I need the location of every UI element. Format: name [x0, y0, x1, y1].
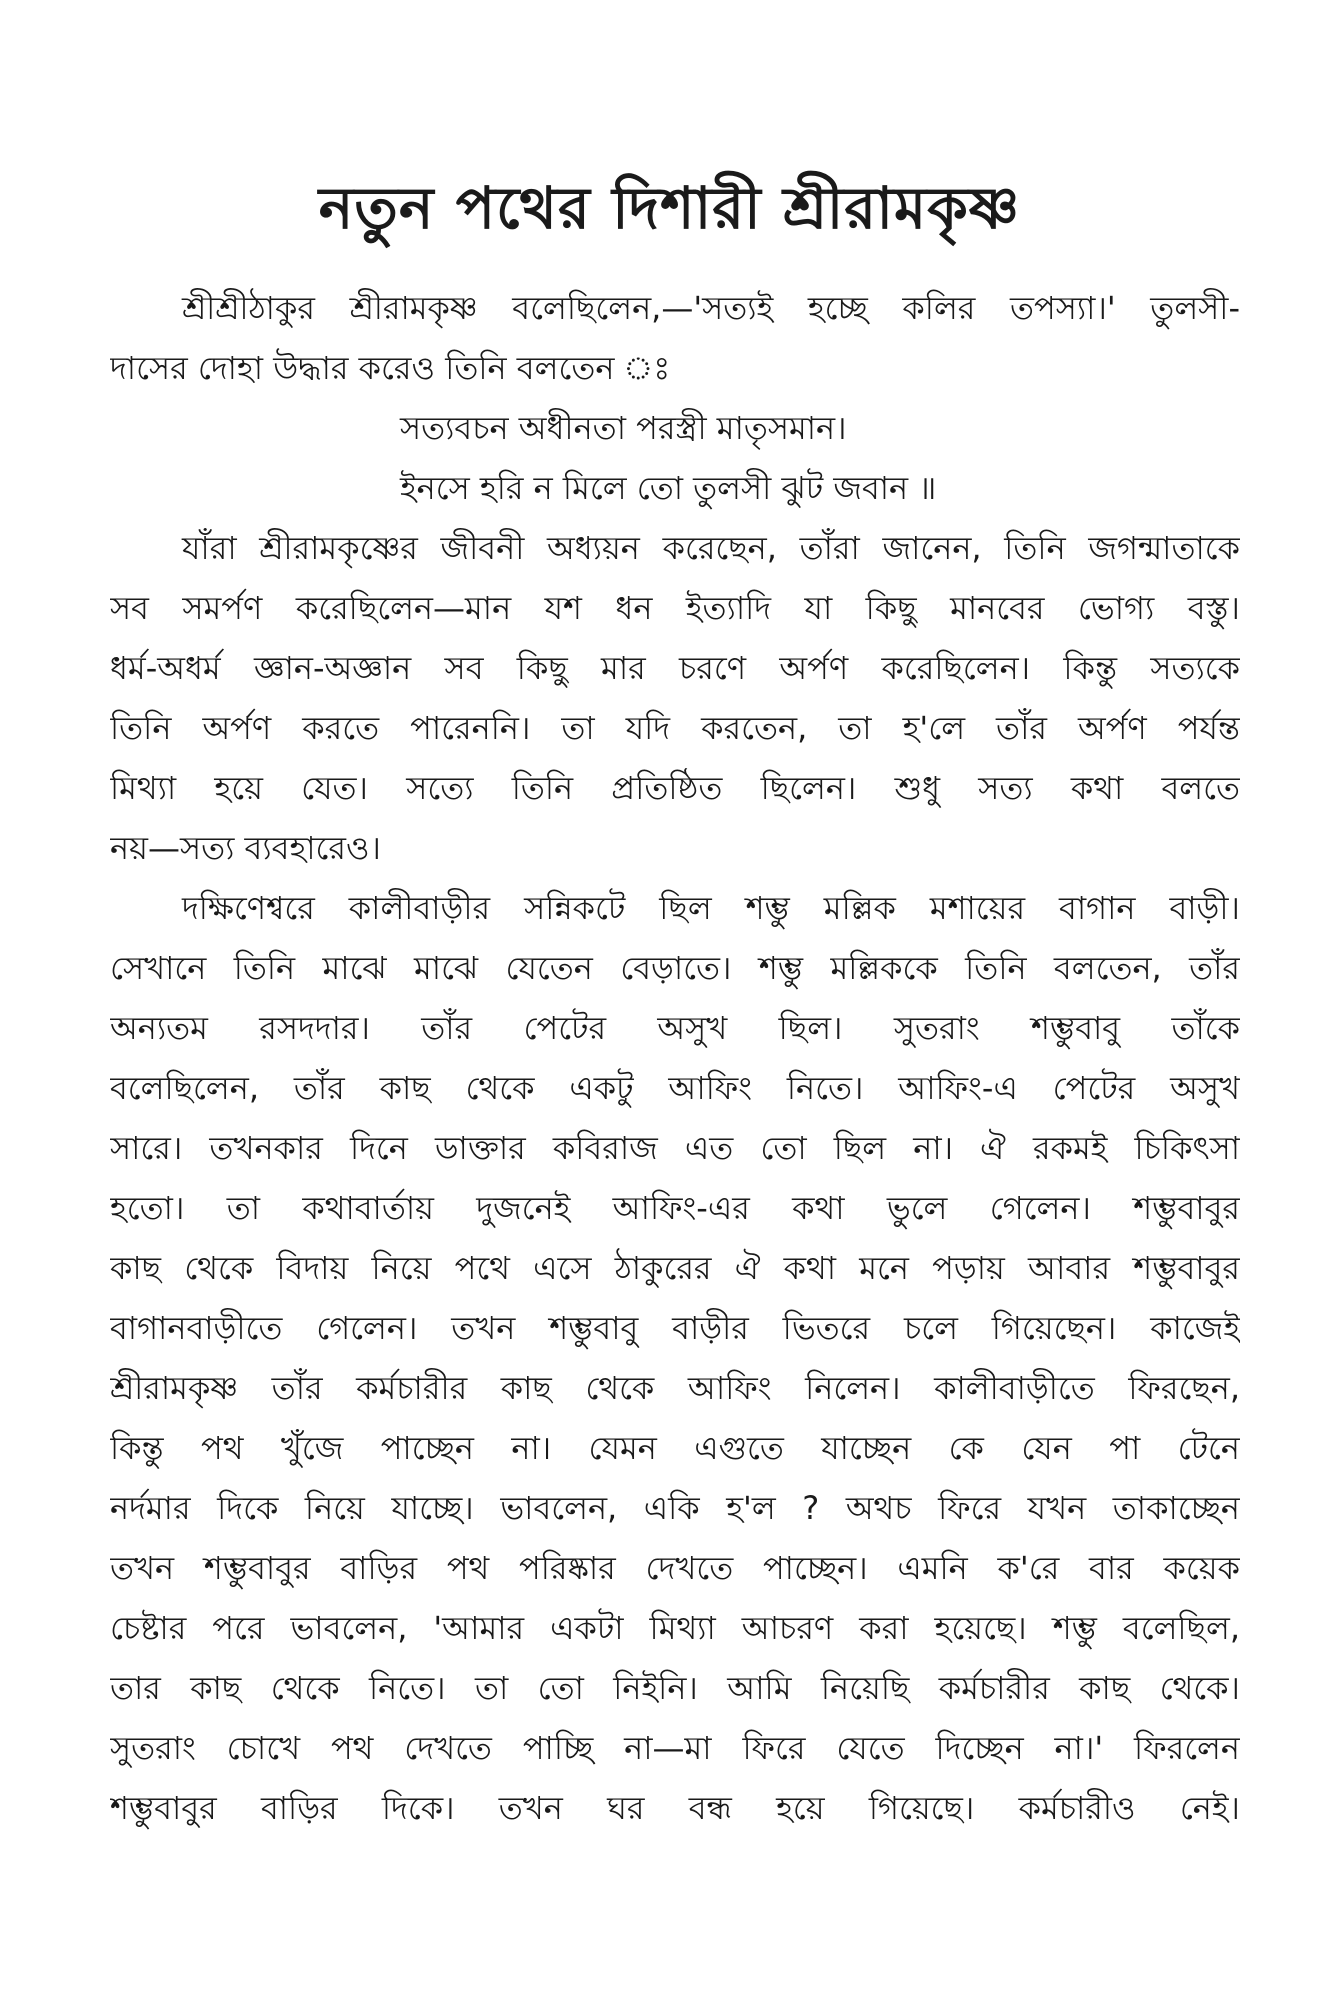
- text-line: চেষ্টার পরে ভাবলেন, 'আমার একটা মিথ্যা আচরণ করা হয়েছে। শম্ভু বলেছিল,: [110, 1609, 1240, 1647]
- text-line: তিনি অর্পণ করতে পারেননি। তা যদি করতেন, তা হ'লে তাঁর অর্পণ পর্যন্ত: [110, 709, 1240, 747]
- verse-line: সত্যবচন অধীনতা পরস্ত্রী মাতৃসমান।: [400, 409, 847, 447]
- text-line: হতো। তা কথাবার্তায় দুজনেই আফিং-এর কথা ভুলে গেলেন। শম্ভুবাবুর: [110, 1189, 1240, 1227]
- text-line: তখন শম্ভুবাবুর বাড়ির পথ পরিষ্কার দেখতে পাচ্ছেন। এমনি ক'রে বার কয়েক: [110, 1549, 1240, 1587]
- text-line: সেখানে তিনি মাঝে মাঝে যেতেন বেড়াতে। শম্ভু মল্লিককে তিনি বলতেন, তাঁর: [110, 949, 1240, 987]
- intro-block: [110, 278, 1240, 398]
- text-line: দাসের দোহা উদ্ধার করেও তিনি বলতেন ঃ: [110, 349, 671, 387]
- text-line: নয়—সত্য ব্যবহারেও।: [110, 829, 381, 867]
- text-line: কিন্তু পথ খুঁজে পাচ্ছেন না। যেমন এগুতে যাচ্ছেন কে যেন পা টেনে: [110, 1429, 1240, 1467]
- text-line: মিথ্যা হয়ে যেত। সত্যে তিনি প্রতিষ্ঠিত ছিলেন। শুধু সত্য কথা বলতে: [110, 769, 1240, 807]
- paragraph-2: [110, 878, 1240, 1838]
- text-line: শ্রীরামকৃষ্ণ তাঁর কর্মচারীর কাছ থেকে আফিং নিলেন। কালীবাড়ীতে ফিরছেন,: [110, 1369, 1240, 1407]
- page-title: নতুন পথের দিশারী শ্রীরামকৃষ্ণ: [318, 174, 1021, 242]
- text-line: সারে। তখনকার দিনে ডাক্তার কবিরাজ এত তো ছিল না। ঐ রকমই চিকিৎসা: [110, 1129, 1240, 1167]
- text-line: তার কাছ থেকে নিতে। তা তো নিইনি। আমি নিয়েছি কর্মচারীর কাছ থেকে।: [110, 1669, 1240, 1707]
- text-line: ধর্ম-অধর্ম জ্ঞান-অজ্ঞান সব কিছু মার চরণে অর্পণ করেছিলেন। কিন্তু সত্যকে: [110, 649, 1240, 687]
- text-line: বাগানবাড়ীতে গেলেন। তখন শম্ভুবাবু বাড়ীর ভিতরে চলে গিয়েছেন। কাজেই: [110, 1309, 1240, 1347]
- paragraph-1: [110, 518, 1240, 878]
- text-line: শম্ভুবাবুর বাড়ির দিকে। তখন ঘর বন্ধ হয়ে গিয়েছে। কর্মচারীও নেই।: [110, 1789, 1240, 1827]
- verse-block: [110, 398, 1240, 518]
- text-line: কাছ থেকে বিদায় নিয়ে পথে এসে ঠাকুরের ঐ কথা মনে পড়ায় আবার শম্ভুবাবুর: [110, 1249, 1240, 1287]
- text-line: অন্যতম রসদদার। তাঁর পেটের অসুখ ছিল। সুতরাং শম্ভুবাবু তাঁকে: [110, 1009, 1240, 1047]
- text-line: সব সমর্পণ করেছিলেন—মান যশ ধন ইত্যাদি যা কিছু মানবের ভোগ্য বস্তু।: [110, 589, 1240, 627]
- text-line: শ্রীশ্রীঠাকুর শ্রীরামকৃষ্ণ বলেছিলেন,—'সত্যই হচ্ছে কলির তপস্যা।' তুলসী-: [182, 289, 1240, 327]
- verse-line: ইনসে হরি ন মিলে তো তুলসী ঝুট জবান ॥: [400, 469, 937, 507]
- text-line: যাঁরা শ্রীরামকৃষ্ণের জীবনী অধ্যয়ন করেছেন, তাঁরা জানেন, তিনি জগন্মাতাকে: [182, 529, 1240, 567]
- text-line: দক্ষিণেশ্বরে কালীবাড়ীর সন্নিকটে ছিল শম্ভু মল্লিক মশায়ের বাগান বাড়ী।: [182, 889, 1240, 927]
- text-line: সুতরাং চোখে পথ দেখতে পাচ্ছি না—মা ফিরে যেতে দিচ্ছেন না।' ফিরলেন: [110, 1729, 1240, 1767]
- text-line: বলেছিলেন, তাঁর কাছ থেকে একটু আফিং নিতে। আফিং-এ পেটের অসুখ: [110, 1069, 1240, 1107]
- text-line: নর্দমার দিকে নিয়ে যাচ্ছে। ভাবলেন, একি হ'ল ? অথচ ফিরে যখন তাকাচ্ছেন: [110, 1489, 1240, 1527]
